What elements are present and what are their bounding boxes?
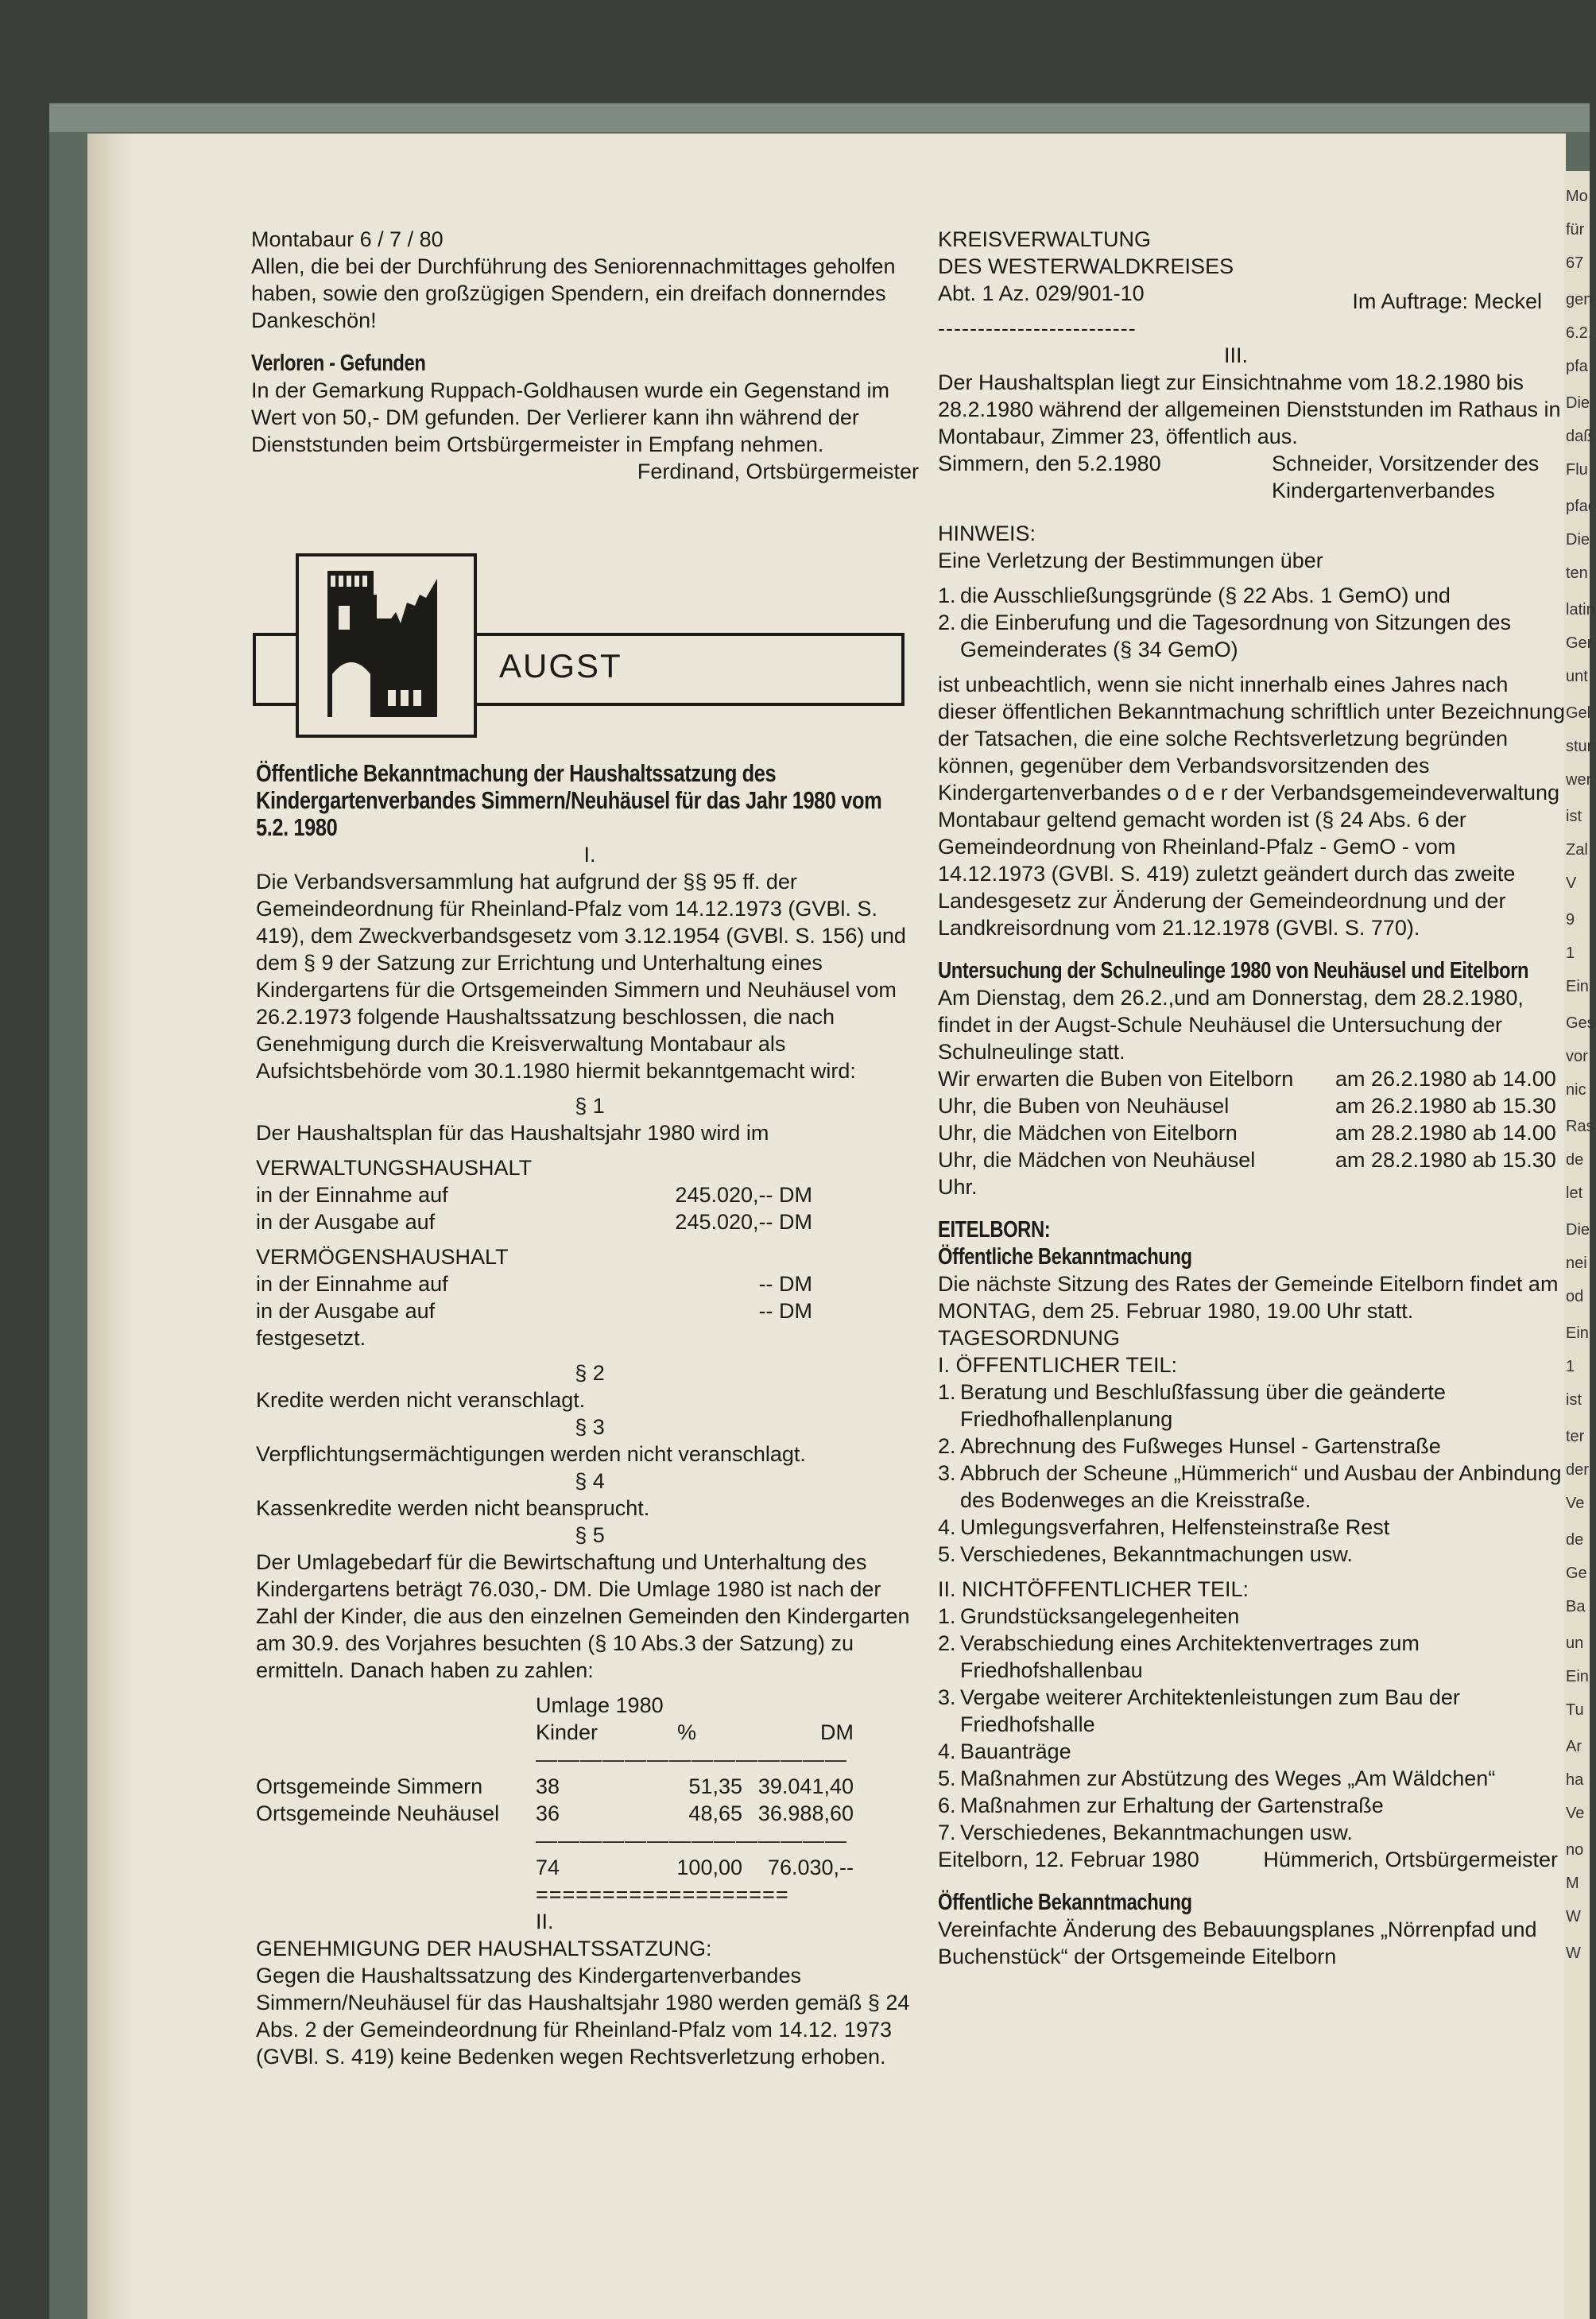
margin-fragment: wer bbox=[1566, 771, 1592, 789]
schedule-who: Uhr, die Buben von Neuhäusel bbox=[938, 1094, 1230, 1118]
paragraph-1-text: Der Haushaltsplan für das Haushaltsjahr 1980 wird im bbox=[256, 1121, 769, 1145]
table-double-line: =================== bbox=[536, 1883, 789, 1906]
margin-fragment: pfa bbox=[1566, 358, 1588, 375]
margin-fragment: für bbox=[1566, 221, 1585, 238]
agenda-item-number: 7. bbox=[938, 1821, 956, 1844]
agenda-item-text: Verschiedenes, Bekanntmachungen usw. bbox=[960, 1821, 1353, 1844]
row-percent: 51,35 bbox=[688, 1774, 742, 1798]
margin-fragment: Ve bbox=[1566, 1805, 1585, 1822]
table-row bbox=[256, 1800, 854, 1827]
section-i-heading: I. bbox=[583, 843, 596, 867]
section-iii-sign-row bbox=[938, 450, 1566, 504]
oeffentlicher-teil-heading: I. ÖFFENTLICHER TEIL: bbox=[938, 1353, 1178, 1377]
total-kinder: 74 bbox=[536, 1856, 560, 1879]
paragraph-2-text: Kredite werden nicht veranschlagt. bbox=[256, 1388, 586, 1412]
agenda-item bbox=[938, 1738, 1566, 1765]
intro-text: Allen, die bei der Durchführung des Seniorennachmittages geholfen haben, sowie den großzügigen Spendern, ein dreifach donnerndes Dankeschön! bbox=[251, 254, 896, 332]
schedule-who: Uhr, die Mädchen von Eitelborn bbox=[938, 1121, 1238, 1145]
kreisverwaltung-line: ------------------------- bbox=[938, 316, 1137, 340]
schedule-end: Uhr. bbox=[938, 1175, 978, 1199]
agenda-item-number: 1. bbox=[938, 1604, 956, 1628]
margin-fragment: ist bbox=[1566, 1391, 1582, 1409]
festgesetzt: festgesetzt. bbox=[256, 1326, 366, 1350]
lost-found-text: In der Gemarkung Ruppach-Goldhausen wurde ein Gegenstand im Wert von 50,- DM gefunden. Der Verlierer kann ihn während der Dienststunden beim Ortsbürgermeister in Empfang nehmen. bbox=[251, 378, 889, 456]
paragraph-5-heading: § 5 bbox=[575, 1523, 605, 1547]
margin-fragment: Mo bbox=[1566, 188, 1588, 205]
margin-fragment: 1 bbox=[1566, 1358, 1575, 1375]
hinweis-heading: HINWEIS: bbox=[938, 522, 1036, 545]
augst-logo bbox=[253, 553, 912, 738]
agenda-item-number: 6. bbox=[938, 1794, 956, 1817]
row-name: Ortsgemeinde Simmern bbox=[256, 1774, 483, 1798]
margin-fragment: vor bbox=[1566, 1048, 1588, 1065]
margin-fragment: de bbox=[1566, 1531, 1584, 1549]
margin-fragment: Die bbox=[1566, 1221, 1590, 1239]
margin-fragment: daß bbox=[1566, 428, 1594, 445]
margin-fragment: der bbox=[1566, 1461, 1589, 1479]
hinweis-item: 2. die Einberufung und die Tagesordnung von Sitzungen des Gemeinderates (§ 34 GemO) bbox=[938, 609, 1566, 663]
binder-edge bbox=[49, 103, 1590, 132]
agenda-item-number: 5. bbox=[938, 1766, 956, 1790]
agenda-item-text: Maßnahmen zur Abstützung des Weges „Am Wäldchen“ bbox=[960, 1766, 1496, 1790]
margin-fragment: Gel bbox=[1566, 704, 1591, 722]
lost-found-signature: Ferdinand, Ortsbürgermeister bbox=[637, 460, 919, 483]
hinweis-item-text: die Einberufung und die Tagesordnung von Sitzungen des Gemeinderates (§ 34 GemO) bbox=[960, 611, 1512, 661]
hinweis-item: 1. die Ausschließungsgründe (§ 22 Abs. 1 GemO) und bbox=[938, 584, 1451, 607]
schedule-when: am 26.2.1980 ab 15.30 bbox=[1335, 1094, 1556, 1118]
table-row bbox=[256, 1773, 854, 1800]
margin-fragment: 67 bbox=[1566, 254, 1584, 272]
schulneulinge-text: Am Dienstag, dem 26.2.,und am Donnerstag, dem 28.2.1980, findet in der Augst-Schule Neuhäusel die Untersuchung der Schulneulinge statt. bbox=[938, 986, 1524, 1064]
paragraph-1-heading: § 1 bbox=[575, 1094, 605, 1118]
table-separator: —————————————— bbox=[536, 1747, 847, 1771]
margin-fragment: Ein bbox=[1566, 978, 1589, 995]
margin-fragment: Ge bbox=[1566, 1565, 1587, 1582]
margin-fragment: od bbox=[1566, 1288, 1584, 1305]
vh-income-value: 245.020,-- DM bbox=[675, 1183, 812, 1207]
castle-ruin-icon bbox=[327, 571, 437, 717]
schedule-who: Uhr, die Mädchen von Neuhäusel bbox=[938, 1148, 1256, 1172]
margin-fragment: ten bbox=[1566, 564, 1588, 582]
margin-fragment: 1 bbox=[1566, 944, 1575, 962]
haushalt-notice bbox=[256, 760, 924, 2070]
agenda-item-number: 4. bbox=[938, 1739, 956, 1763]
agenda-item-text: Grundstücksangelegenheiten bbox=[960, 1604, 1240, 1628]
row-percent: 48,65 bbox=[688, 1801, 742, 1825]
notice-title: Öffentliche Bekanntmachung der Haushaltssatzung des Kindergartenverbandes Simmern/Neuhäusel für das Jahr 1980 vom 5.2. 1980 bbox=[256, 759, 882, 841]
kreisverwaltung-line1: KREISVERWALTUNG bbox=[938, 227, 1152, 251]
schedule-row bbox=[938, 1119, 1566, 1146]
kreisverwaltung-line2: DES WESTERWALDKREISES bbox=[938, 254, 1234, 278]
schedule-when: am 28.2.1980 ab 15.30 bbox=[1335, 1148, 1556, 1172]
margin-fragment: de bbox=[1566, 1151, 1584, 1169]
agenda-item-text: Vergabe weiterer Architektenleistungen zum Bau der Friedhofshalle bbox=[960, 1685, 1460, 1736]
section-iii-heading: III. bbox=[1223, 343, 1248, 367]
margin-fragment: unt bbox=[1566, 668, 1588, 685]
margin-fragment: W bbox=[1566, 1908, 1581, 1925]
margin-fragment: stur bbox=[1566, 738, 1593, 755]
logo-word: AUGST bbox=[499, 647, 622, 684]
eitelborn-signature: Hümmerich, Ortsbürgermeister bbox=[1263, 1848, 1558, 1871]
kreisverwaltung-ref-row bbox=[938, 280, 1566, 315]
agenda-item-text: Abrechnung des Fußweges Hunsel - Gartenstraße bbox=[960, 1434, 1441, 1458]
vh-expense-value: 245.020,-- DM bbox=[675, 1210, 812, 1234]
margin-fragment: Ras bbox=[1566, 1118, 1594, 1135]
agenda-item-text: Bauanträge bbox=[960, 1739, 1071, 1763]
kreisverwaltung-signature: Im Auftrage: Meckel bbox=[1352, 289, 1542, 313]
schedule-when: am 26.2.1980 ab 14.00 bbox=[1335, 1067, 1556, 1091]
agenda-item bbox=[938, 1684, 1566, 1738]
margin-fragment: un bbox=[1566, 1635, 1584, 1652]
section-i-text: Die Verbandsversammlung hat aufgrund der §§ 95 ff. der Gemeindeordnung für Rheinland-Pfalz vom 14.12.1973 (GVBl. S. 419), dem Zweckverbandsgesetz vom 3.12.1954 (GVBl. S. 156) und dem § 9 der Satzung zur Errichtung und Unterhaltung eines Kindergartens für die Ortsgemeinden Simmern und Neuhäusel vom 26.2.1973 folgende Haushaltssatzung beschlossen, die nach Genehmigung durch die Kreisverwaltung Montabaur als Aufsichtsbehörde vom 30.1.1980 hiermit bekanntgemacht wird: bbox=[256, 870, 906, 1083]
agenda-item bbox=[938, 1433, 1566, 1460]
paragraph-3-text: Verpflichtungsermächtigungen werden nicht veranschlagt. bbox=[256, 1442, 806, 1466]
agenda-item bbox=[938, 1792, 1566, 1819]
intro-date: Montabaur 6 / 7 / 80 bbox=[251, 227, 444, 251]
agenda-item bbox=[938, 1379, 1566, 1433]
paragraph-4-heading: § 4 bbox=[575, 1469, 605, 1493]
margin-fragment: V bbox=[1566, 874, 1577, 892]
schedule-row bbox=[938, 1092, 1566, 1119]
agenda-item bbox=[938, 1541, 1566, 1568]
total-percent: 100,00 bbox=[676, 1856, 742, 1879]
genehmigung-title: GENEHMIGUNG DER HAUSHALTSSATZUNG: bbox=[256, 1937, 712, 1960]
next-page-edge bbox=[1564, 171, 1596, 2319]
schulneulinge-title: Untersuchung der Schulneulinge 1980 von Neuhäusel und Eitelborn bbox=[938, 958, 1529, 983]
schedule-row bbox=[938, 1146, 1566, 1173]
section-iii-signature: Schneider, Vorsitzender des Kindergartenverbandes bbox=[1272, 452, 1540, 502]
vmh-income-row bbox=[256, 1270, 924, 1297]
margin-fragment: Ar bbox=[1566, 1738, 1582, 1755]
margin-fragment: 9 bbox=[1566, 911, 1575, 929]
eitelborn-sign-row bbox=[938, 1846, 1566, 1873]
table-separator: —————————————— bbox=[536, 1828, 847, 1852]
vmh-expense-label: in der Ausgabe auf bbox=[256, 1299, 436, 1323]
agenda-item-text: Verschiedenes, Bekanntmachungen usw. bbox=[960, 1542, 1353, 1566]
agenda-item-number: 2. bbox=[938, 1631, 956, 1655]
hinweis-item-text: die Ausschließungsgründe (§ 22 Abs. 1 GemO) und bbox=[960, 584, 1451, 607]
vmh-income-value: -- DM bbox=[758, 1272, 812, 1296]
vmh-expense-value: -- DM bbox=[758, 1299, 812, 1323]
paragraph-4-text: Kassenkredite werden nicht beansprucht. bbox=[256, 1496, 650, 1520]
agenda-item-number: 1. bbox=[938, 1380, 956, 1404]
row-kinder: 38 bbox=[536, 1774, 560, 1798]
margin-fragment: Flu bbox=[1566, 461, 1588, 479]
margin-fragment: nei bbox=[1566, 1255, 1587, 1272]
margin-fragment: pfac bbox=[1566, 498, 1596, 515]
margin-fragment: Ve bbox=[1566, 1495, 1585, 1512]
agenda-item bbox=[938, 1460, 1566, 1514]
umlage-header-row bbox=[256, 1719, 854, 1746]
vh-expense-row bbox=[256, 1208, 924, 1235]
agenda-item-text: Maßnahmen zur Erhaltung der Gartenstraße bbox=[960, 1794, 1384, 1817]
hinweis-text: Eine Verletzung der Bestimmungen über bbox=[938, 549, 1323, 572]
table-total-row bbox=[256, 1854, 854, 1881]
section-iii-text: Der Haushaltsplan liegt zur Einsichtnahme vom 18.2.1980 bis 28.2.1980 während der allgemeinen Dienststunden im Rathaus in Montabaur, Zimmer 23, öffentlich aus. bbox=[938, 370, 1561, 448]
margin-fragment: Ges bbox=[1566, 1014, 1595, 1032]
agenda-item bbox=[938, 1765, 1566, 1792]
eitelborn-date: MONTAG, dem 25. Februar 1980, 19.00 Uhr statt. bbox=[938, 1299, 1414, 1323]
vh-income-label: in der Einnahme auf bbox=[256, 1183, 448, 1207]
agenda-item bbox=[938, 1603, 1566, 1630]
agenda-item-text: Abbruch der Scheune „Hümmerich“ und Ausbau der Anbindung des Bodenweges an die Kreisstraße. bbox=[960, 1461, 1562, 1512]
vh-expense-label: in der Ausgabe auf bbox=[256, 1210, 436, 1234]
margin-fragment: ist bbox=[1566, 808, 1582, 825]
col-kinder: Kinder bbox=[536, 1720, 598, 1744]
genehmigung-text: Gegen die Haushaltssatzung des Kindergartenverbandes Simmern/Neuhäusel für das Haushaltsjahr 1980 werden gemäß § 24 Abs. 2 der Gemeindeordnung für Rheinland-Pfalz vom 14.12. 1973 (GVBl. S. 419) keine Bedenken wegen Rechtsverletzung erhoben. bbox=[256, 1964, 910, 2069]
bebauungsplan-title: Öffentliche Bekanntmachung bbox=[938, 1890, 1192, 1915]
margin-fragment: Ein bbox=[1566, 1668, 1589, 1685]
paragraph-2-heading: § 2 bbox=[575, 1361, 605, 1385]
agenda-item-text: Beratung und Beschlußfassung über die geänderte Friedhofhallenplanung bbox=[960, 1380, 1446, 1431]
section-ii-heading: II. bbox=[536, 1910, 554, 1933]
agenda-item bbox=[938, 1630, 1566, 1684]
verwaltungshaushalt-heading: VERWALTUNGSHAUSHALT bbox=[256, 1156, 533, 1180]
lost-found-title: Verloren - Gefunden bbox=[251, 351, 426, 376]
total-dm: 76.030,-- bbox=[767, 1856, 854, 1879]
right-column bbox=[938, 226, 1566, 1970]
margin-fragment: Zal bbox=[1566, 841, 1588, 859]
agenda-item-number: 3. bbox=[938, 1685, 956, 1709]
oeffentlicher-teil-list bbox=[938, 1379, 1566, 1568]
paragraph-5-text: Der Umlagebedarf für die Bewirtschaftung und Unterhaltung des Kindergartens beträgt 76.030,- DM. Die Umlage 1980 ist nach der Zahl der Kinder, die aus den einzelnen Gemeinden den Kindergarten am 30.9. des Vorjahres besuchten (§ 10 Abs.3 der Satzung) zu ermitteln. Danach haben zu zahlen: bbox=[256, 1550, 910, 1682]
schedule-who: Wir erwarten die Buben von Eitelborn bbox=[938, 1067, 1294, 1091]
row-kinder: 36 bbox=[536, 1801, 560, 1825]
col-dm: DM bbox=[820, 1720, 854, 1744]
vh-income-row bbox=[256, 1181, 924, 1208]
row-name: Ortsgemeinde Neuhäusel bbox=[256, 1801, 500, 1825]
agenda-item-number: 2. bbox=[938, 1434, 956, 1458]
row-dm: 36.988,60 bbox=[757, 1801, 854, 1825]
nichtoeffentlicher-teil-list bbox=[938, 1603, 1566, 1846]
col-percent: % bbox=[676, 1720, 696, 1744]
margin-fragment: Ba bbox=[1566, 1598, 1586, 1615]
margin-fragment: Tu bbox=[1566, 1701, 1584, 1719]
agenda-item bbox=[938, 1819, 1566, 1846]
kreisverwaltung-ref: Abt. 1 Az. 029/901-10 bbox=[938, 281, 1145, 305]
margin-fragment: let bbox=[1566, 1185, 1583, 1202]
paragraph-3-heading: § 3 bbox=[575, 1415, 605, 1439]
schedule-when: am 28.2.1980 ab 14.00 bbox=[1335, 1121, 1556, 1145]
vermoegenshaushalt-heading: VERMÖGENSHAUSHALT bbox=[256, 1245, 509, 1269]
nichtoeffentlicher-teil-heading: II. NICHTÖFFENTLICHER TEIL: bbox=[938, 1577, 1249, 1601]
margin-fragment: no bbox=[1566, 1841, 1584, 1859]
margin-fragment: Die bbox=[1566, 531, 1590, 549]
page-spine-shadow bbox=[87, 134, 135, 2319]
agenda-item-number: 4. bbox=[938, 1515, 956, 1539]
margin-fragment: Ger bbox=[1566, 634, 1593, 652]
agenda-item-number: 3. bbox=[938, 1461, 956, 1485]
margin-fragment: M bbox=[1566, 1875, 1579, 1892]
margin-fragment: Ein bbox=[1566, 1324, 1589, 1342]
eitelborn-title: EITELBORN: bbox=[938, 1217, 1051, 1243]
margin-fragment: latin bbox=[1566, 601, 1595, 619]
row-dm: 39.041,40 bbox=[757, 1774, 854, 1798]
eitelborn-text: Die nächste Sitzung des Rates der Gemeinde Eitelborn findet am bbox=[938, 1272, 1559, 1296]
margin-fragment: ter bbox=[1566, 1428, 1585, 1445]
margin-fragment: W bbox=[1566, 1945, 1581, 1962]
tagesordnung-heading: TAGESORDNUNG bbox=[938, 1326, 1121, 1350]
agenda-item-text: Umlegungsverfahren, Helfensteinstraße Rest bbox=[960, 1515, 1390, 1539]
eitelborn-subtitle: Öffentliche Bekanntmachung bbox=[938, 1244, 1192, 1270]
bebauungsplan-text: Vereinfachte Änderung des Bebauungsplanes „Nörrenpfad und Buchenstück“ der Ortsgemeinde Eitelborn bbox=[938, 1918, 1537, 1968]
agenda-item-text: Verabschiedung eines Architektenvertrages zum Friedhofshallenbau bbox=[960, 1631, 1420, 1682]
margin-fragment: ha bbox=[1566, 1771, 1584, 1789]
vmh-income-label: in der Einnahme auf bbox=[256, 1272, 448, 1296]
margin-fragment: nic bbox=[1566, 1081, 1586, 1099]
schedule-row bbox=[938, 1065, 1566, 1092]
hinweis-rest: ist unbeachtlich, wenn sie nicht innerhalb eines Jahres nach dieser öffentlichen Bekanntmachung schriftlich unter Bezeichnung der Tatsachen, die eine solche Rechtsverletzung begründen können, gegenüber dem Verbandsvorsitzenden des Kindergartenverbandes o d e r der Verbandsgemeindeverwaltung Montabaur geltend gemacht worden ist (§ 24 Abs. 6 der Gemeindeordnung von Rheinland-Pfalz - GemO - vom 14.12.1973 (GVBl. S. 419) zuletzt geändert durch das zweite Landesgesetz zur Änderung der Gemeindeordnung und der Landkreisordnung vom 21.12.1978 (GVBl. S. 770). bbox=[938, 673, 1565, 940]
margin-fragment: Die bbox=[1566, 394, 1590, 412]
agenda-item bbox=[938, 1514, 1566, 1541]
left-column bbox=[251, 226, 935, 485]
eitelborn-place: Eitelborn, 12. Februar 1980 bbox=[938, 1848, 1199, 1871]
margin-fragment: gen bbox=[1566, 291, 1593, 308]
section-iii-place: Simmern, den 5.2.1980 bbox=[938, 452, 1161, 475]
umlage-heading: Umlage 1980 bbox=[536, 1693, 664, 1717]
margin-fragment: 6.2. bbox=[1566, 324, 1593, 342]
vmh-expense-row bbox=[256, 1297, 924, 1324]
umlage-table bbox=[256, 1692, 854, 1908]
agenda-item-number: 5. bbox=[938, 1542, 956, 1566]
